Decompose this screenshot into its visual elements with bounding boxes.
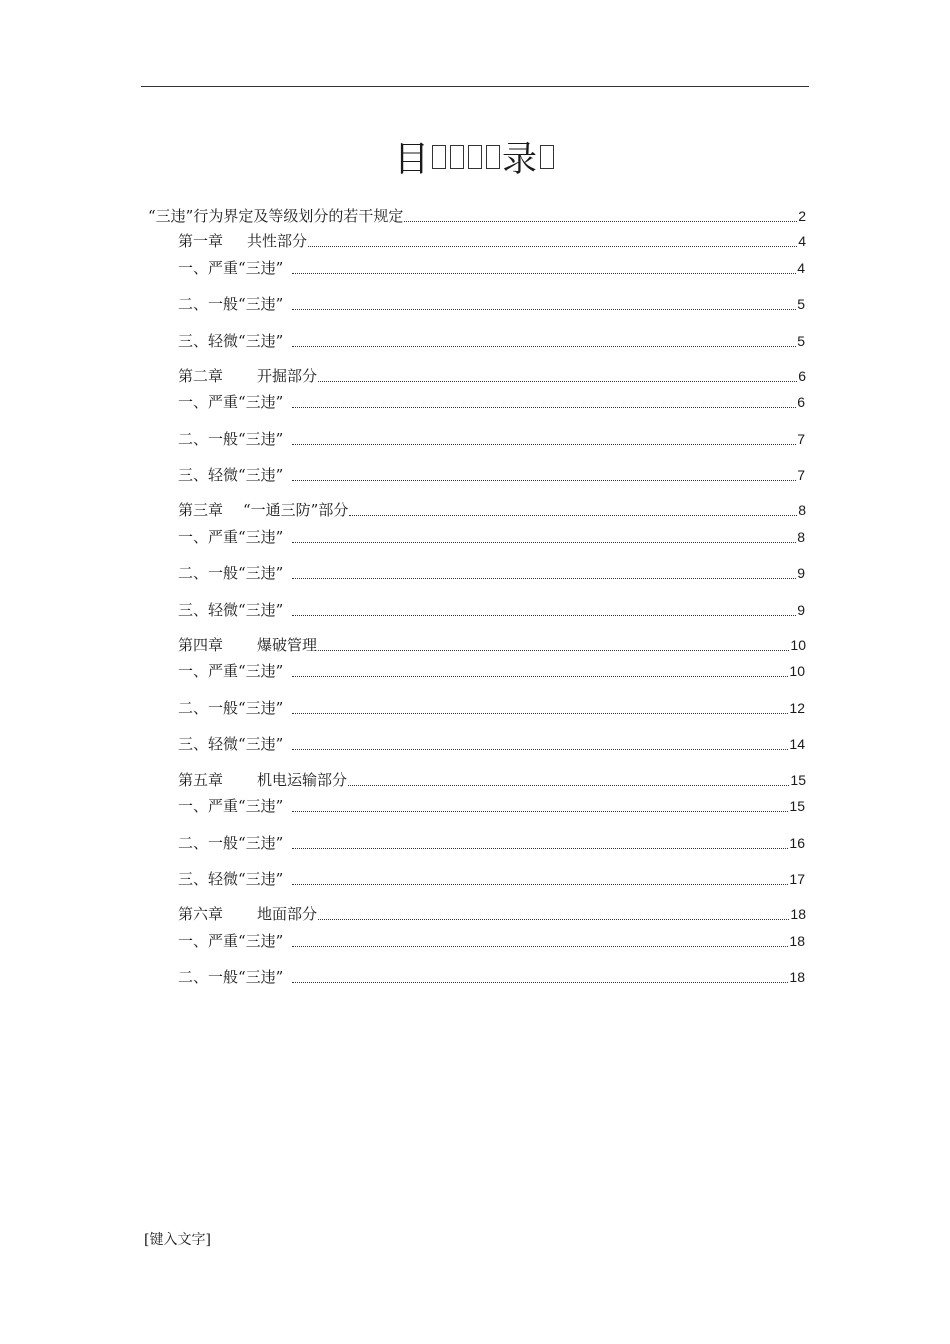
toc-page-number: 9 [797,602,805,618]
toc-dot-leader [292,480,796,481]
toc-page-number: 7 [797,431,805,447]
toc-entry-chapter-name: 地面部分 [257,905,318,923]
toc-entry[interactable] [178,231,806,251]
toc-entry[interactable] [178,635,806,655]
footer-placeholder: [键入文字] [144,1232,211,1248]
toc-dot-leader [318,919,789,920]
toc-entry[interactable] [178,294,805,314]
toc-page-number: 16 [789,835,805,851]
toc-entry-label: 第三章 [178,501,224,519]
title-char-1: 目 [393,140,430,180]
toc-page-number: 6 [798,368,806,384]
toc-entry-chapter-name: “一通三防”部分 [243,501,349,519]
toc-entry-label: 第六章 [178,905,224,923]
toc-entry-label: 一、严重“三违” [178,932,284,950]
toc-entry-label: 第五章 [178,771,224,789]
toc-entry-label: 三、轻微“三违” [178,870,284,888]
toc-dot-leader [292,542,796,543]
toc-dot-leader [292,982,788,983]
toc-dot-leader [292,946,788,947]
toc-page-number: 18 [789,933,805,949]
toc-page-number: 6 [797,394,805,410]
toc-page-number: 17 [789,871,805,887]
toc-entry[interactable] [178,931,805,951]
toc-page-number: 4 [798,233,806,249]
toc-entry-label: 第一章 [178,232,224,250]
toc-entry-label: 一、严重“三违” [178,393,284,411]
toc-entry[interactable] [178,366,806,386]
toc-entry[interactable] [178,661,805,681]
toc-dot-leader [292,273,796,274]
toc-entry-label: 二、一般“三违” [178,564,284,582]
toc-entry-chapter-name: 机电运输部分 [257,771,348,789]
toc-entry-label: 第四章 [178,636,224,654]
toc-page-number: 18 [789,969,805,985]
toc-entry-label: 一、严重“三违” [178,662,284,680]
toc-page-number: 9 [797,565,805,581]
toc-dot-leader [348,785,789,786]
toc-entry-label: 一、严重“三违” [178,528,284,546]
toc-dot-leader [292,309,796,310]
toc-dot-leader [292,811,788,812]
toc-entry[interactable] [178,258,805,278]
toc-entry[interactable] [178,392,805,412]
toc-page-number: 2 [798,208,806,224]
toc-entry-label: 三、轻微“三违” [178,601,284,619]
toc-entry-label: 第二章 [178,367,224,385]
toc-page-number: 5 [797,296,805,312]
toc-dot-leader [292,848,788,849]
toc-entry[interactable] [178,527,805,547]
toc-entry[interactable] [178,796,805,816]
toc-entry-label: 一、严重“三违” [178,797,284,815]
toc-entry[interactable] [178,698,805,718]
toc-entry-label: 二、一般“三违” [178,834,284,852]
toc-page-number: 5 [797,333,805,349]
toc-entry[interactable] [178,904,806,924]
toc-page-number: 12 [789,700,805,716]
toc-entry-label: 一、严重“三违” [178,259,284,277]
toc-dot-leader [292,713,788,714]
toc-entry-label: 二、一般“三违” [178,699,284,717]
toc-dot-leader [292,407,796,408]
toc-entry[interactable] [148,206,806,226]
toc-dot-leader [292,884,788,885]
toc-entry-label: 三、轻微“三违” [178,332,284,350]
toc-dot-leader [349,515,797,516]
toc-entry[interactable] [178,600,805,620]
toc-entry-chapter-name: 开掘部分 [257,367,318,385]
toc-dot-leader [292,578,796,579]
toc-entry-label: 三、轻微“三违” [178,466,284,484]
toc-page-number: 7 [797,467,805,483]
toc-dot-leader [308,246,797,247]
toc-dot-leader [292,676,788,677]
toc-entry[interactable] [178,734,805,754]
toc-entry[interactable] [178,500,806,520]
toc-entry-label: 三、轻微“三违” [178,735,284,753]
toc-entry[interactable] [178,429,805,449]
toc-entry[interactable] [178,833,805,853]
toc-page-number: 15 [789,798,805,814]
toc-entry-chapter-name: 爆破管理 [257,636,318,654]
toc-entry-label: “三违”行为界定及等级划分的若干规定 [148,207,404,225]
toc-entry[interactable] [178,465,805,485]
toc-page-number: 8 [797,529,805,545]
toc-entry-label: 二、一般“三违” [178,968,284,986]
toc-page-number: 15 [790,772,806,788]
toc-page-number: 8 [798,502,806,518]
toc-page-number: 4 [797,260,805,276]
toc-dot-leader [292,346,796,347]
toc-page-number: 18 [790,906,806,922]
toc-dot-leader [318,650,789,651]
toc-entry-label: 二、一般“三违” [178,295,284,313]
toc-entry[interactable] [178,770,806,790]
toc-entry-label: 二、一般“三违” [178,430,284,448]
toc-entry[interactable] [178,869,805,889]
toc-entry[interactable] [178,967,805,987]
toc-dot-leader [292,749,788,750]
toc-dot-leader [292,615,796,616]
toc-entry-chapter-name: 共性部分 [247,232,308,250]
title-char-2: 录 [502,140,539,180]
toc-dot-leader [404,221,797,222]
toc-entry[interactable] [178,563,805,583]
toc-page-number: 10 [789,663,805,679]
toc-dot-leader [292,444,796,445]
toc-page-number: 10 [790,637,806,653]
toc-entry[interactable] [178,331,805,351]
toc-page-number: 14 [789,736,805,752]
toc-dot-leader [318,381,797,382]
